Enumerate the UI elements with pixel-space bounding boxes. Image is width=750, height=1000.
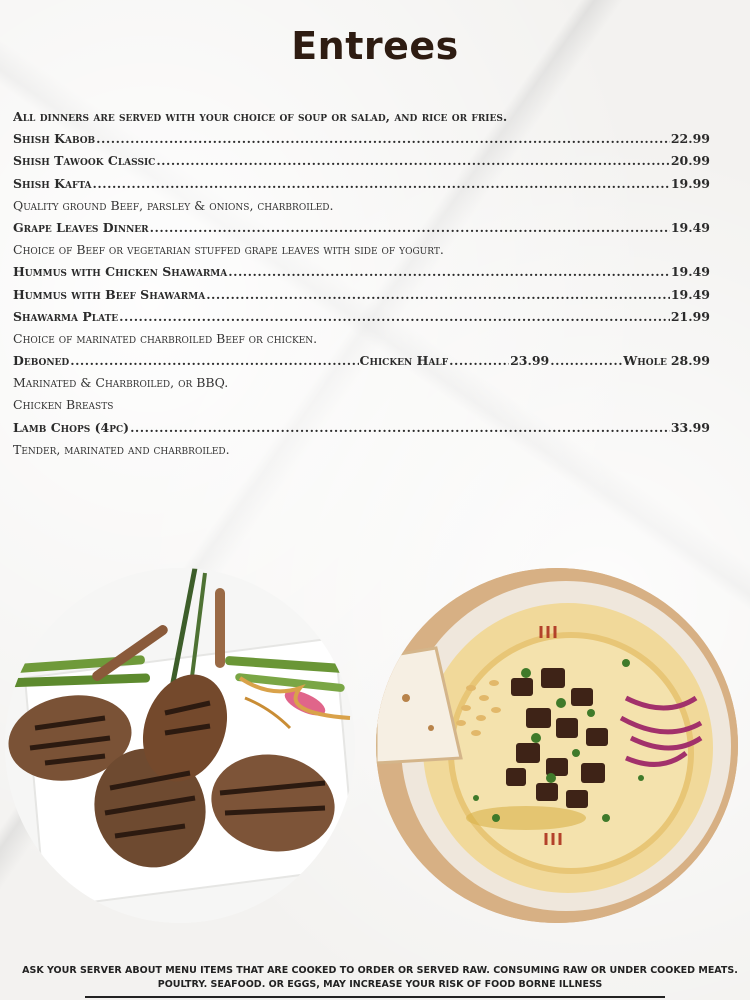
leader-dots — [156, 150, 670, 172]
food-safety-disclaimer: ASK YOUR SERVER ABOUT MENU ITEMS THAT ARE COOKED TO ORDER OR SERVED RAW. CONSUMING RAW OR UNDER COOKED MEATS. POULTRY. SEAFOOD. OR EGGS, MAY INCREASE YOUR RISK OF FOOD BORNE ILLNESS — [22, 965, 738, 990]
item-description: Choice of Beef or vegetarian stuffed grape leaves with side of yogurt. — [13, 242, 444, 258]
lamb-chops-illustration — [5, 568, 355, 923]
item-description: Tender, marinated and charbroiled. — [13, 441, 230, 457]
item-price: 19.49 — [670, 219, 710, 235]
leader-dots — [150, 217, 670, 239]
leader-dots — [70, 350, 358, 372]
item-price: 21.99 — [670, 308, 710, 324]
leader-dots — [130, 417, 670, 439]
item-price: 20.99 — [670, 153, 710, 169]
half-label: Chicken Half — [359, 353, 449, 369]
item-name: Shish Kafta — [13, 175, 92, 191]
leader-dots — [228, 261, 670, 283]
item-description: Marinated & Charbroiled, or BBQ. — [13, 375, 229, 391]
leader-dots — [449, 350, 509, 372]
page-title: Entrees — [291, 24, 459, 68]
half-price: 23.99 — [510, 353, 550, 369]
item-name: Hummus with Beef Shawarma — [13, 286, 206, 302]
item-name: Grape Leaves Dinner — [13, 219, 149, 235]
menu-item-deboned — [13, 350, 710, 372]
item-name: Deboned — [13, 353, 70, 369]
item-price: 19.49 — [670, 286, 710, 302]
item-name: Hummus with Chicken Shawarma — [13, 264, 228, 280]
menu-item-shish-kabob — [13, 128, 710, 150]
menu-item-shawarma-plate — [13, 306, 710, 328]
leader-dots — [119, 306, 670, 328]
menu-item-hummus-chicken — [13, 261, 710, 283]
menu-intro: All dinners are served with your choice of soup or salad, and rice or fries. — [13, 109, 508, 124]
leader-dots — [96, 128, 670, 150]
menu-item-shish-tawook — [13, 150, 710, 172]
item-price: 22.99 — [670, 131, 710, 147]
item-name: Shish Kabob — [13, 131, 96, 147]
menu-item-grape-leaves — [13, 217, 710, 239]
item-description: Chicken Breasts — [13, 397, 114, 413]
item-name: Shish Tawook Classic — [13, 153, 156, 169]
hummus-illustration — [376, 568, 738, 923]
lamb-chops-photo — [5, 568, 355, 923]
hummus-shawarma-photo — [376, 568, 738, 923]
footer-divider — [85, 996, 665, 998]
menu-item-lamb-chops — [13, 417, 710, 439]
entrees-menu — [13, 106, 710, 461]
item-price: 19.49 — [670, 264, 710, 280]
leader-dots — [206, 284, 670, 306]
item-price: 19.99 — [670, 175, 710, 191]
item-name: Shawarma Plate — [13, 308, 119, 324]
item-description: Choice of marinated charbroiled Beef or chicken. — [13, 330, 318, 346]
whole-label: Whole — [623, 353, 667, 369]
leader-dots — [550, 350, 622, 372]
whole-price: 28.99 — [670, 353, 710, 369]
leader-dots — [93, 173, 670, 195]
item-name: Lamb Chops (4pc) — [13, 419, 130, 435]
menu-item-shish-kafta — [13, 173, 710, 195]
item-description: Quality ground Beef, parsley & onions, charbroiled. — [13, 197, 334, 213]
item-price: 33.99 — [670, 419, 710, 435]
menu-item-hummus-beef — [13, 284, 710, 306]
